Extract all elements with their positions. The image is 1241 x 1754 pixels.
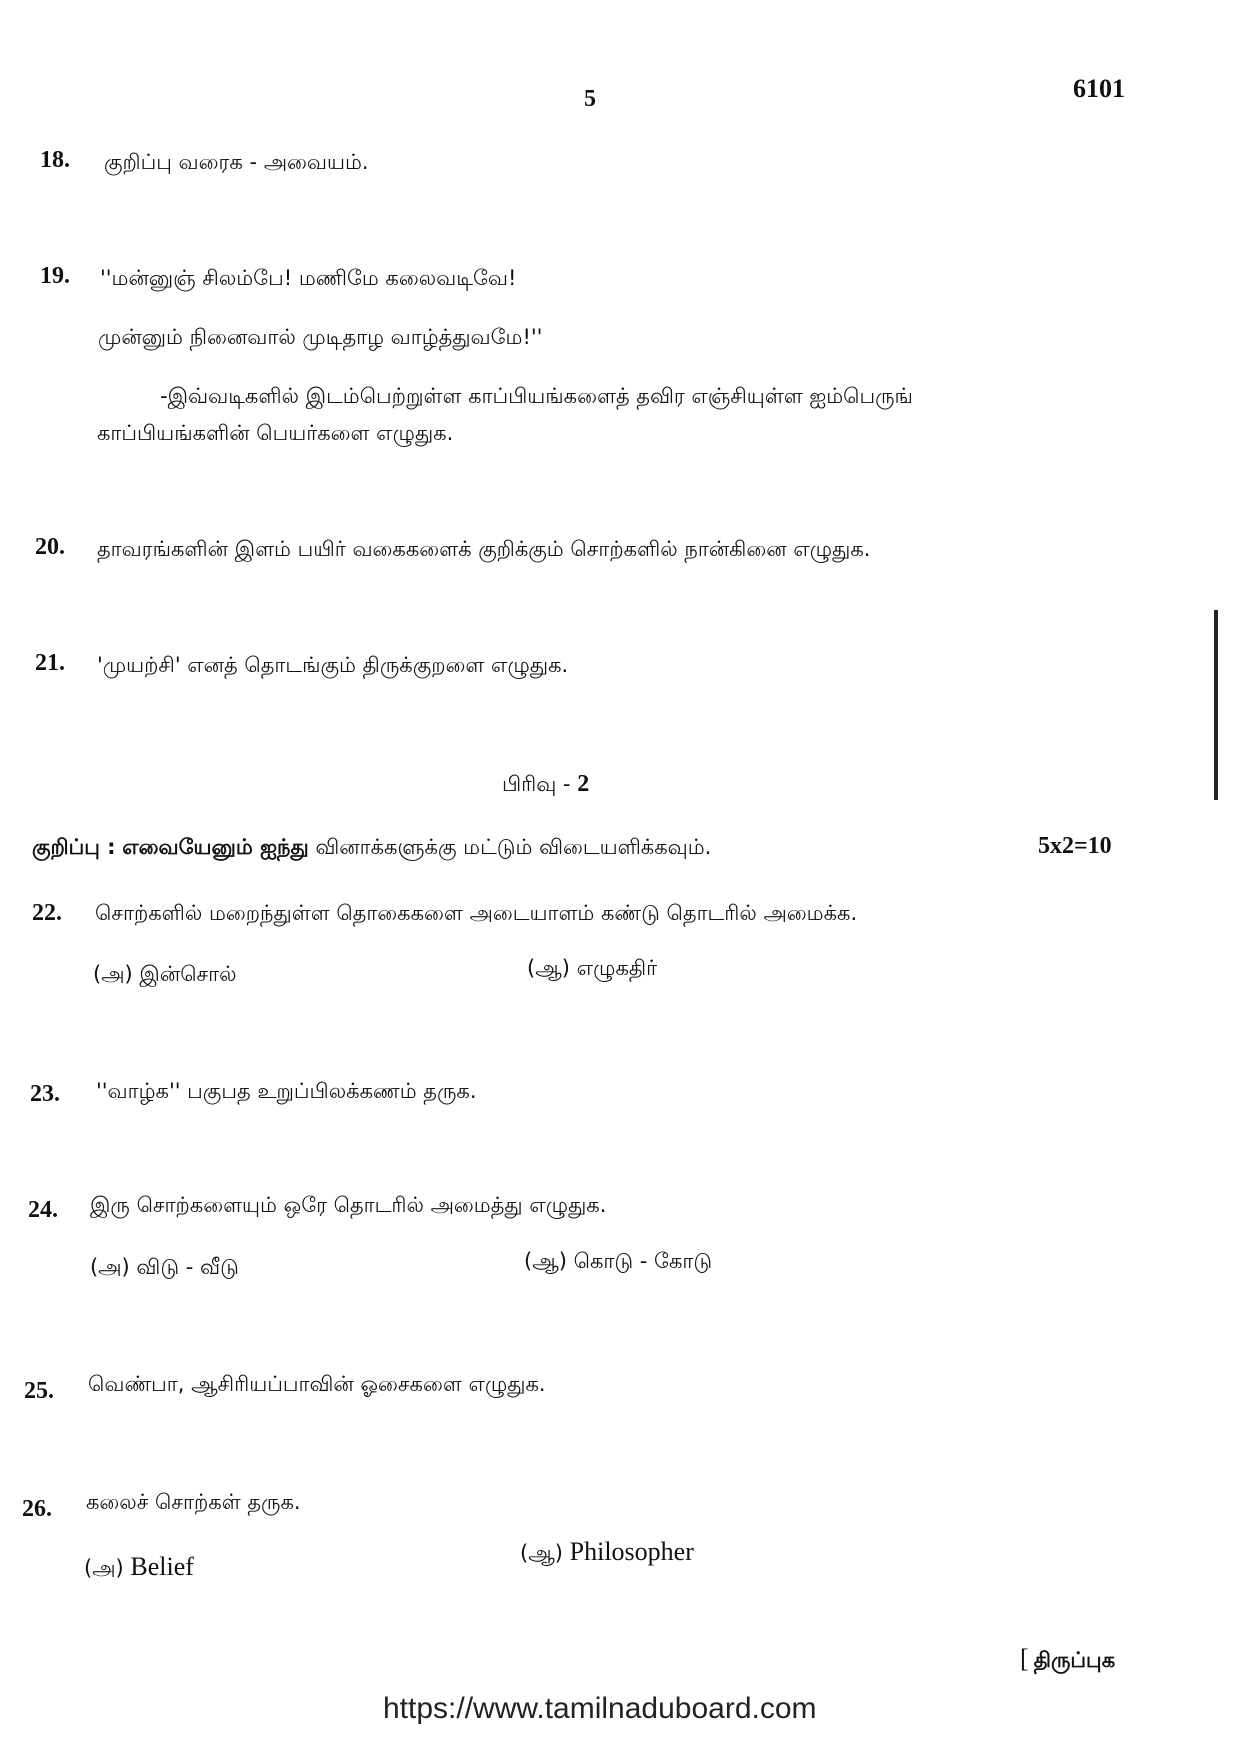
question-text: சொற்களில் மறைந்துள்ள தொகைகளை அடையாளம் கண்டு தொடரில் அமைக்க. xyxy=(95,901,858,925)
question-text: முன்னும் நினைவால் முடிதாழ வாழ்த்துவமே!'' xyxy=(98,325,543,349)
paper-code: 6101 xyxy=(1073,74,1125,103)
question-text: வெண்பா, ஆசிரியப்பாவின் ஓசைகளை எழுதுக. xyxy=(88,1372,546,1396)
option-text: Belief xyxy=(130,1552,194,1581)
section-marks: 5x2=10 xyxy=(1038,833,1112,859)
page-number: 5 xyxy=(584,86,596,112)
question-text: ''வாழ்க'' பகுபத உறுப்பிலக்கணம் தருக. xyxy=(96,1079,477,1103)
question-number: 19. xyxy=(40,263,70,289)
option-a xyxy=(90,1255,239,1282)
question-text: இரு சொற்களையும் ஒரே தொடரில் அமைத்து எழுதுக. xyxy=(90,1193,607,1217)
option-label: (அ) xyxy=(90,1255,130,1279)
note-label: குறிப்பு : xyxy=(32,835,116,859)
section-note xyxy=(32,835,711,862)
option-text: விடு - வீடு xyxy=(136,1255,239,1279)
option-label: (ஆ) xyxy=(527,956,570,980)
question-text: கலைச் சொற்கள் தருக. xyxy=(86,1490,301,1514)
question-number: 20. xyxy=(35,534,65,560)
option-text: Philosopher xyxy=(569,1537,694,1566)
option-a xyxy=(84,1552,194,1583)
question-text: 'முயற்சி' எனத் தொடங்கும் திருக்குறளை எழுதுக. xyxy=(97,653,569,677)
option-label: (ஆ) xyxy=(520,1541,563,1565)
option-label: (ஆ) xyxy=(524,1249,567,1273)
question-number: 25. xyxy=(24,1378,54,1404)
option-b xyxy=(527,956,657,983)
option-b xyxy=(520,1537,694,1568)
turn-over-text: திருப்புக xyxy=(1033,1648,1116,1672)
question-number: 23. xyxy=(30,1081,60,1107)
option-label: (அ) xyxy=(84,1556,124,1580)
footer-url[interactable]: https://www.tamilnaduboard.com xyxy=(383,1692,817,1725)
note-emphasis: எவையேனும் ஐந்து xyxy=(122,835,309,859)
question-text: -இவ்வடிகளில் இடம்பெற்றுள்ள காப்பியங்களைத் தவிர எஞ்சியுள்ள ஐம்பெருங் xyxy=(160,384,913,408)
question-number: 24. xyxy=(28,1197,58,1223)
option-text: இன்சொல் xyxy=(139,962,237,986)
question-text: ''மன்னுஞ் சிலம்பே! மணிமே கலைவடிவே! xyxy=(100,266,517,290)
question-number: 18. xyxy=(40,147,70,173)
turn-over-bracket: [ xyxy=(1020,1644,1029,1673)
question-text: காப்பியங்களின் பெயர்களை எழுதுக. xyxy=(97,421,454,445)
option-label: (அ) xyxy=(93,962,133,986)
note-text: வினாக்களுக்கு மட்டும் விடையளிக்கவும். xyxy=(315,835,712,859)
section-title: பிரிவு - 2 xyxy=(502,771,590,797)
question-number: 26. xyxy=(22,1496,52,1522)
section-number: 2 xyxy=(577,771,590,797)
option-text: எழுகதிர் xyxy=(576,956,658,980)
question-number: 22. xyxy=(32,900,62,926)
scan-edge-mark xyxy=(1214,610,1218,800)
question-text: குறிப்பு வரைக - அவையம். xyxy=(104,150,369,174)
option-a xyxy=(93,962,237,989)
option-text: கொடு - கோடு xyxy=(573,1249,713,1273)
turn-over xyxy=(1020,1644,1115,1675)
question-text: தாவரங்களின் இளம் பயிர் வகைகளைக் குறிக்கும் சொற்களில் நான்கினை எழுதுக. xyxy=(97,537,871,561)
question-number: 21. xyxy=(35,650,65,676)
option-b xyxy=(524,1249,712,1276)
